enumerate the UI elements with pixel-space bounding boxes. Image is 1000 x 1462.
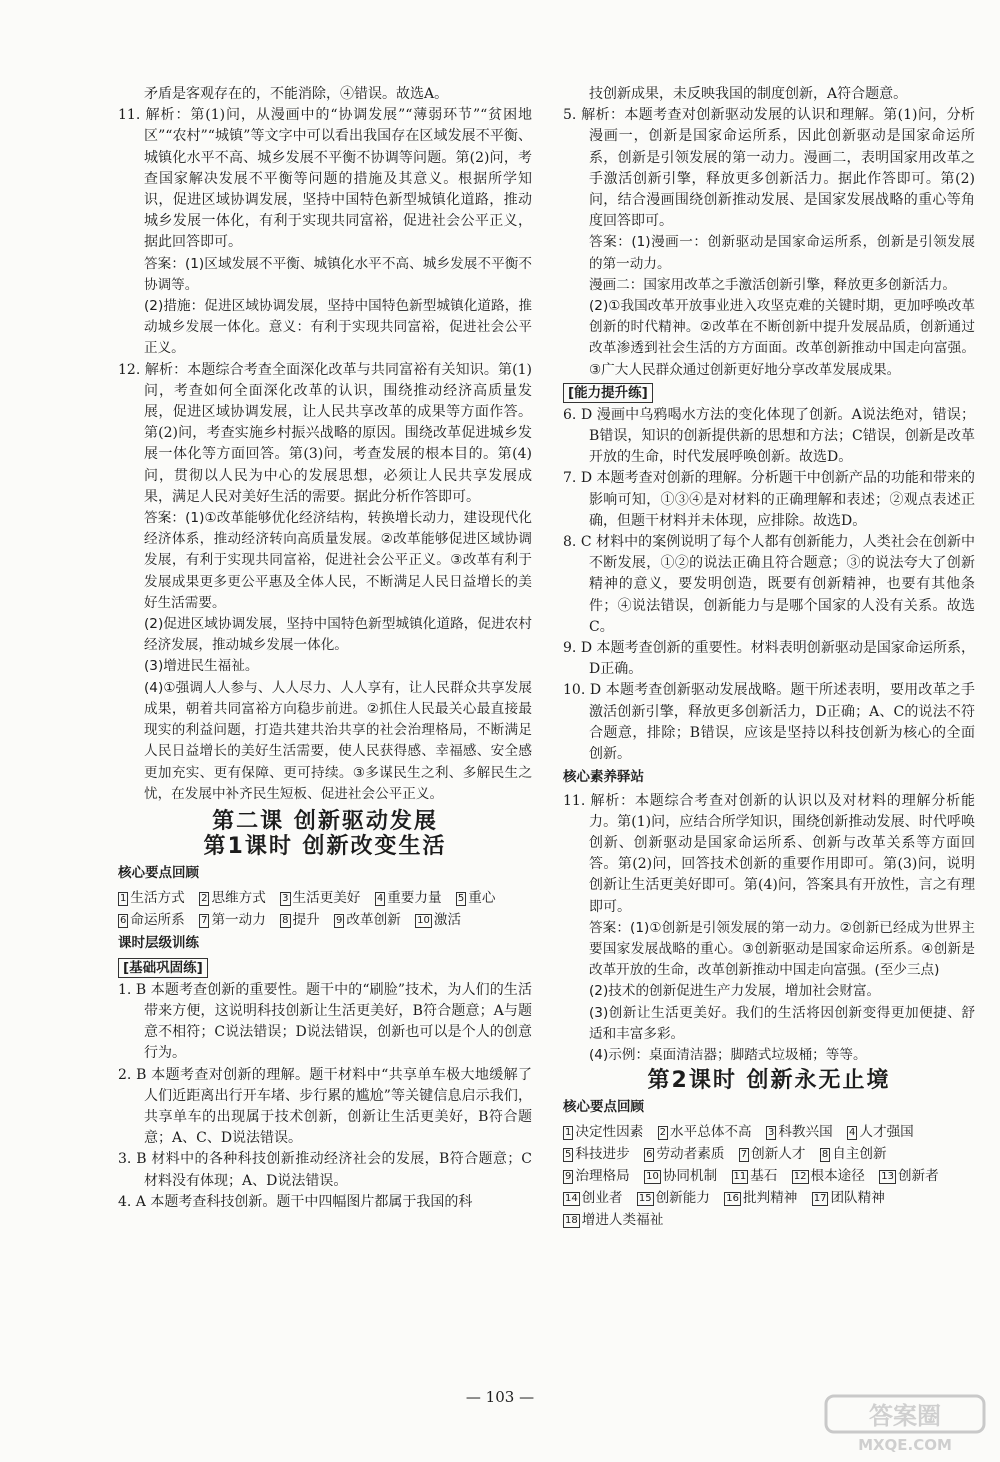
key-point bbox=[334, 912, 401, 928]
section-label: 核心要点回顾 bbox=[118, 865, 199, 882]
key-point bbox=[199, 890, 266, 906]
key-point-number: 1 bbox=[120, 892, 127, 904]
key-point bbox=[563, 1168, 630, 1184]
key-point-number: 8 bbox=[821, 1148, 829, 1160]
explanation-paragraph: 5. 解析：本题考查对创新驱动发展的认识和理解。第(1)问，分析漫画一，创新是国家命运所系，因此创新驱动是国家命运所系，创新是引领发展的第一动力。漫画二，表明国家用改革之手激活创新引擎，释放更多创新活力。据此作答即可。第(2)问，结合漫画围绕创新推动发展、是国家发展战略的重心等角度回答即可。 bbox=[563, 107, 975, 230]
key-point-text: 创新能力 bbox=[655, 1189, 710, 1206]
key-point-number: 6 bbox=[646, 1148, 653, 1160]
answer-paragraph: 漫画二：国家用改革之手激活创新引擎，释放更多创新活力。 bbox=[589, 276, 957, 293]
key-point-text: 创新者 bbox=[897, 1167, 939, 1184]
key-point-text: 水平总体不高 bbox=[670, 1123, 752, 1140]
key-point-number: 13 bbox=[881, 1170, 894, 1182]
key-point-text: 批判精神 bbox=[743, 1189, 798, 1206]
key-point-text: 重心 bbox=[468, 889, 496, 906]
key-point-text: 重要力量 bbox=[387, 889, 442, 906]
key-point-number: 5 bbox=[457, 892, 465, 904]
key-point-number: 2 bbox=[659, 1126, 667, 1138]
right-column bbox=[563, 84, 975, 1231]
explanation-paragraph: 1. B 本题考查创新的重要性。题干中的“刷脸”技术，为人们的生活带来方便，这说明科技创新让生活更美好，B符合题意；A与题意不相符；C说法错误；D说法错误，创新也可以是个人的创意行为。 bbox=[118, 981, 532, 1062]
key-point-text: 劳动者素质 bbox=[656, 1145, 725, 1162]
key-point-text: 科教兴国 bbox=[778, 1123, 833, 1140]
key-point bbox=[644, 1168, 717, 1184]
key-point-text: 增进人类福祉 bbox=[581, 1211, 664, 1228]
key-point-number: 9 bbox=[336, 914, 343, 926]
explanation-paragraph: 9. D 本题考查创新的重要性。材料表明创新驱动是国家命运所系，D正确。 bbox=[563, 640, 975, 678]
key-point bbox=[563, 1146, 630, 1162]
key-point bbox=[415, 912, 461, 928]
key-point bbox=[847, 1124, 914, 1140]
key-point bbox=[724, 1190, 797, 1206]
answer-paragraph: (4)示例：桌面清洁器；脚踏式垃圾桶；等等。 bbox=[589, 1046, 867, 1063]
key-point-text: 创业者 bbox=[581, 1189, 623, 1206]
key-point-text: 创新人才 bbox=[751, 1145, 806, 1162]
key-point-number: 8 bbox=[282, 914, 289, 926]
key-point-text: 治理格局 bbox=[575, 1167, 630, 1184]
left-column bbox=[118, 84, 532, 1213]
key-point-text: 自主创新 bbox=[832, 1145, 887, 1162]
section-box-label: [基础巩固练] bbox=[118, 958, 208, 978]
key-point bbox=[375, 890, 442, 906]
key-point bbox=[563, 1212, 663, 1228]
answer-paragraph: 答案：(1)漫画一：创新驱动是国家命运所系，创新是引领发展的第一动力。 bbox=[589, 234, 975, 272]
answer-paragraph: (2)促进区域协调发展，坚持中国特色新型城镇化道路，促进农村经济发展，推动城乡发展一体化。 bbox=[144, 616, 532, 654]
explanation-paragraph: 10. D 本题考查创新驱动发展战略。题干所述表明，要用改革之手激活创新引擎，释放更多创新活力，D正确；A、C的说法不符合题意，排除；B错误，应该是坚持以科技创新为核心的全面创新。 bbox=[563, 682, 975, 763]
answer-paragraph: 答案：(1)①创新是引领发展的第一动力。②创新已经成为世界主要国家发展战略的重心。③创新驱动是国家命运所系。④创新是改革开放的生命，改革创新推动中国走向富强。(至少三点) bbox=[589, 919, 975, 979]
key-point bbox=[280, 890, 360, 906]
answer-paragraph: 答案：(1)区域发展不平衡、城镇化水平不高、城乡发展不平衡不协调等。 bbox=[144, 255, 532, 293]
key-point-number: 3 bbox=[282, 892, 289, 904]
explanation-paragraph: 11. 解析：本题综合考查对创新的认识以及对材料的理解分析能力。第(1)问，应结合所学知识，围绕创新推动发展、时代呼唤创新、创新驱动是国家命运所系、创新与改革关系等方面回答。第(2)问，回答技术创新的重要作用即可。第(3)问，说明创新让生活更美好即可。第(4)问，答案具有开放性，言之有理即可。 bbox=[563, 792, 975, 915]
answer-paragraph: (2)技术的创新促进生产力发展，增加社会财富。 bbox=[589, 983, 881, 1000]
key-point-number: 3 bbox=[767, 1126, 775, 1138]
key-point-text: 提升 bbox=[292, 911, 320, 928]
key-point bbox=[739, 1146, 806, 1162]
key-point bbox=[644, 1146, 724, 1162]
key-point-number: 5 bbox=[565, 1148, 572, 1160]
answer-paragraph: (2)措施：促进区域协调发展，坚持中国特色新型城镇化道路，推动城乡发展一体化。意义：有利于实现共同富裕，促进社会公平正义。 bbox=[144, 298, 532, 357]
key-point bbox=[280, 912, 320, 928]
key-point-number: 17 bbox=[813, 1192, 827, 1204]
svg-text:答案圈: 答案圈 bbox=[869, 1402, 941, 1430]
key-point bbox=[563, 1124, 643, 1140]
key-point-number: 4 bbox=[849, 1126, 856, 1138]
key-point bbox=[456, 890, 496, 906]
key-point-number: 1 bbox=[565, 1126, 572, 1138]
key-point bbox=[199, 912, 266, 928]
section-label: 核心素养驿站 bbox=[563, 769, 644, 786]
key-point-number: 6 bbox=[120, 914, 127, 926]
answer-paragraph: (3)创新让生活更美好。我们的生活将因创新变得更加便捷、舒适和丰富多彩。 bbox=[589, 1004, 975, 1042]
key-point-text: 第一动力 bbox=[211, 911, 266, 928]
key-point-text: 生活方式 bbox=[130, 889, 185, 906]
key-point bbox=[118, 890, 185, 906]
explanation-paragraph: 11. 解析：第(1)问，从漫画中的“协调发展”“薄弱环节”“贫困地区”“农村”“城镇”等文字中可以看出我国存在区域发展不平衡、城镇化水平不高、城乡发展不平衡不协调等问题。第(2)问，考查国家解决发展不平衡等问题的措施及其意义。根据所学知识，促进区域协调发展，坚持中国特色新型城镇化道路，推动城乡发展一体化，有利于实现共同富裕，促进社会公平正义，据此回答即可。 bbox=[118, 107, 532, 251]
explanation-paragraph: 7. D 本题考查对创新的理解。分析题干中创新产品的功能和带来的影响可知，①③④是对材料的正确理解和表述；②观点表述正确，但题干材料并未体现，应排除。故选D。 bbox=[563, 470, 975, 529]
key-point bbox=[563, 1190, 623, 1206]
lesson-title: 第1课时 创新改变生活 bbox=[203, 834, 447, 860]
key-point-number: 7 bbox=[201, 914, 208, 926]
key-point-number: 10 bbox=[646, 1170, 659, 1182]
key-point-text: 改革创新 bbox=[346, 911, 401, 928]
explanation-paragraph: 3. B 材料中的各种科技创新推动经济社会的发展，B符合题意；C材料没有体现；A、D说法错误。 bbox=[118, 1151, 532, 1189]
key-point-number: 12 bbox=[793, 1170, 807, 1182]
explanation-paragraph: 8. C 材料中的案例说明了每个人都有创新能力，人类社会在创新中不断发展，①②的说法正确且符合题意；③的说法夸大了创新精神的意义，要发明创造，既要有创新精神，也要有其他条件；④说法错误，创新能力与是哪个国家的人没有关系。故选C。 bbox=[563, 534, 975, 635]
answer-paragraph: (2)①我国改革开放事业进入攻坚克难的关键时期，更加呼唤改革创新的时代精神。②改革在不断创新中提升发展品质，创新通过改革渗透到社会生活的方方面面。改革创新推动中国走向富强。③广大人民群众通过创新更好地分享改革发展成果。 bbox=[589, 298, 975, 378]
section-box-label: [能力提升练] bbox=[563, 383, 653, 403]
key-point bbox=[820, 1146, 887, 1162]
key-point bbox=[879, 1168, 939, 1184]
key-point-number: 16 bbox=[726, 1192, 740, 1204]
key-point bbox=[118, 912, 185, 928]
key-point-number: 11 bbox=[733, 1170, 747, 1182]
key-point-number: 2 bbox=[201, 892, 208, 904]
key-point bbox=[732, 1168, 778, 1184]
explanation-paragraph: 2. B 本题考查对创新的理解。题干材料中“共享单车极大地缓解了人们近距离出行开车堵、步行累的尴尬”等关键信息启示我们，共享单车的出现属于技术创新，创新让生活更美好，B符合题意；A、C、D说法错误。 bbox=[118, 1066, 532, 1147]
answer-paragraph: (3)增进民生福祉。 bbox=[144, 658, 259, 675]
section-box-label-row bbox=[118, 956, 532, 980]
section-box-label-row bbox=[563, 381, 975, 405]
key-point-text: 生活更美好 bbox=[292, 889, 361, 906]
key-point-number: 15 bbox=[638, 1192, 652, 1204]
key-points-list bbox=[118, 887, 532, 931]
answer-paragraph: 答案：(1)①改革能够优化经济结构，转换增长动力，建设现代化经济体系，推动经济转向高质量发展。②改革能够促进区域协调发展，有利于实现共同富裕，促进社会公平正义。③改革有利于发展成果更多更公平惠及全体人民，不断满足人民日益增长的美好生活需要。 bbox=[144, 510, 532, 611]
section-label: 核心要点回顾 bbox=[563, 1099, 644, 1116]
chapter-title: 第二课 创新驱动发展 bbox=[212, 808, 438, 834]
watermark-logo bbox=[820, 1392, 990, 1454]
key-point-text: 思维方式 bbox=[211, 889, 266, 906]
page-number: — 103 — bbox=[465, 1388, 535, 1406]
key-point bbox=[637, 1190, 710, 1206]
key-point bbox=[792, 1168, 865, 1184]
key-point bbox=[658, 1124, 752, 1140]
section-label: 课时层级训练 bbox=[118, 934, 199, 951]
svg-text:MXQE.COM: MXQE.COM bbox=[858, 1436, 952, 1454]
lesson-title: 第2课时 创新永无止境 bbox=[647, 1068, 891, 1094]
key-point-text: 基石 bbox=[750, 1167, 778, 1184]
key-points-list bbox=[563, 1121, 975, 1231]
explanation-paragraph: 12. 解析：本题综合考查全面深化改革与共同富裕有关知识。第(1)问，考查如何全面深化改革的认识，围绕推动经济高质量发展，促进区域协调发展，让人民共享改革的成果等方面作答。第(2)问，考查实施乡村振兴战略的原因。围绕改革促进城乡发展一体化等方面回答。第(3)问，考查发展的根本目的。第(4)问，贯彻以人民为中心的发展思想，必须让人民共享发展成果，满足人民对美好生活的需要。据此分析作答即可。 bbox=[118, 361, 532, 505]
explanation-paragraph: 4. A 本题考查科技创新。题干中四幅图片都属于我国的科 bbox=[118, 1193, 473, 1210]
key-point bbox=[766, 1124, 833, 1140]
key-point-number: 10 bbox=[417, 914, 430, 926]
key-point-text: 团队精神 bbox=[830, 1189, 885, 1206]
key-point-number: 7 bbox=[740, 1148, 748, 1160]
key-point-text: 激活 bbox=[433, 911, 462, 928]
answer-paragraph: (4)①强调人人参与、人人尽力、人人享有，让人民群众共享发展成果，朝着共同富裕方向稳步前进。②抓住人民最关心最直接最现实的利益问题，打造共建共治共享的社会治理格局，不断满足人民日益增长的美好生活需要，使人民获得感、幸福感、安全感更加充实、更有保障、更可持续。③多谋民生之利、多解民生之忧，在发展中补齐民生短板、促进社会公平正义。 bbox=[144, 679, 532, 802]
key-point-number: 14 bbox=[565, 1192, 578, 1204]
key-point-number: 9 bbox=[565, 1170, 572, 1182]
key-point-text: 协同机制 bbox=[662, 1167, 718, 1184]
explanation-paragraph: 技创新成果，未反映我国的制度创新，A符合题意。 bbox=[589, 86, 908, 102]
key-point-text: 人才强国 bbox=[859, 1123, 914, 1140]
key-point-number: 4 bbox=[376, 892, 384, 904]
explanation-paragraph: 6. D 漫画中乌鸦喝水方法的变化体现了创新。A说法绝对，错误；B错误，知识的创新提供新的思想和方法；C错误，创新是改革开放的生命，时代发展呼唤创新。故选D。 bbox=[563, 406, 975, 466]
key-point bbox=[812, 1190, 885, 1206]
key-point-text: 决定性因素 bbox=[575, 1123, 644, 1140]
key-point-number: 18 bbox=[565, 1214, 578, 1226]
explanation-paragraph: 矛盾是客观存在的，不能消除，④错误。故选A。 bbox=[144, 86, 449, 102]
key-point-text: 命运所系 bbox=[130, 911, 185, 928]
key-point-text: 根本途径 bbox=[810, 1167, 865, 1184]
key-point-text: 科技进步 bbox=[575, 1145, 630, 1162]
